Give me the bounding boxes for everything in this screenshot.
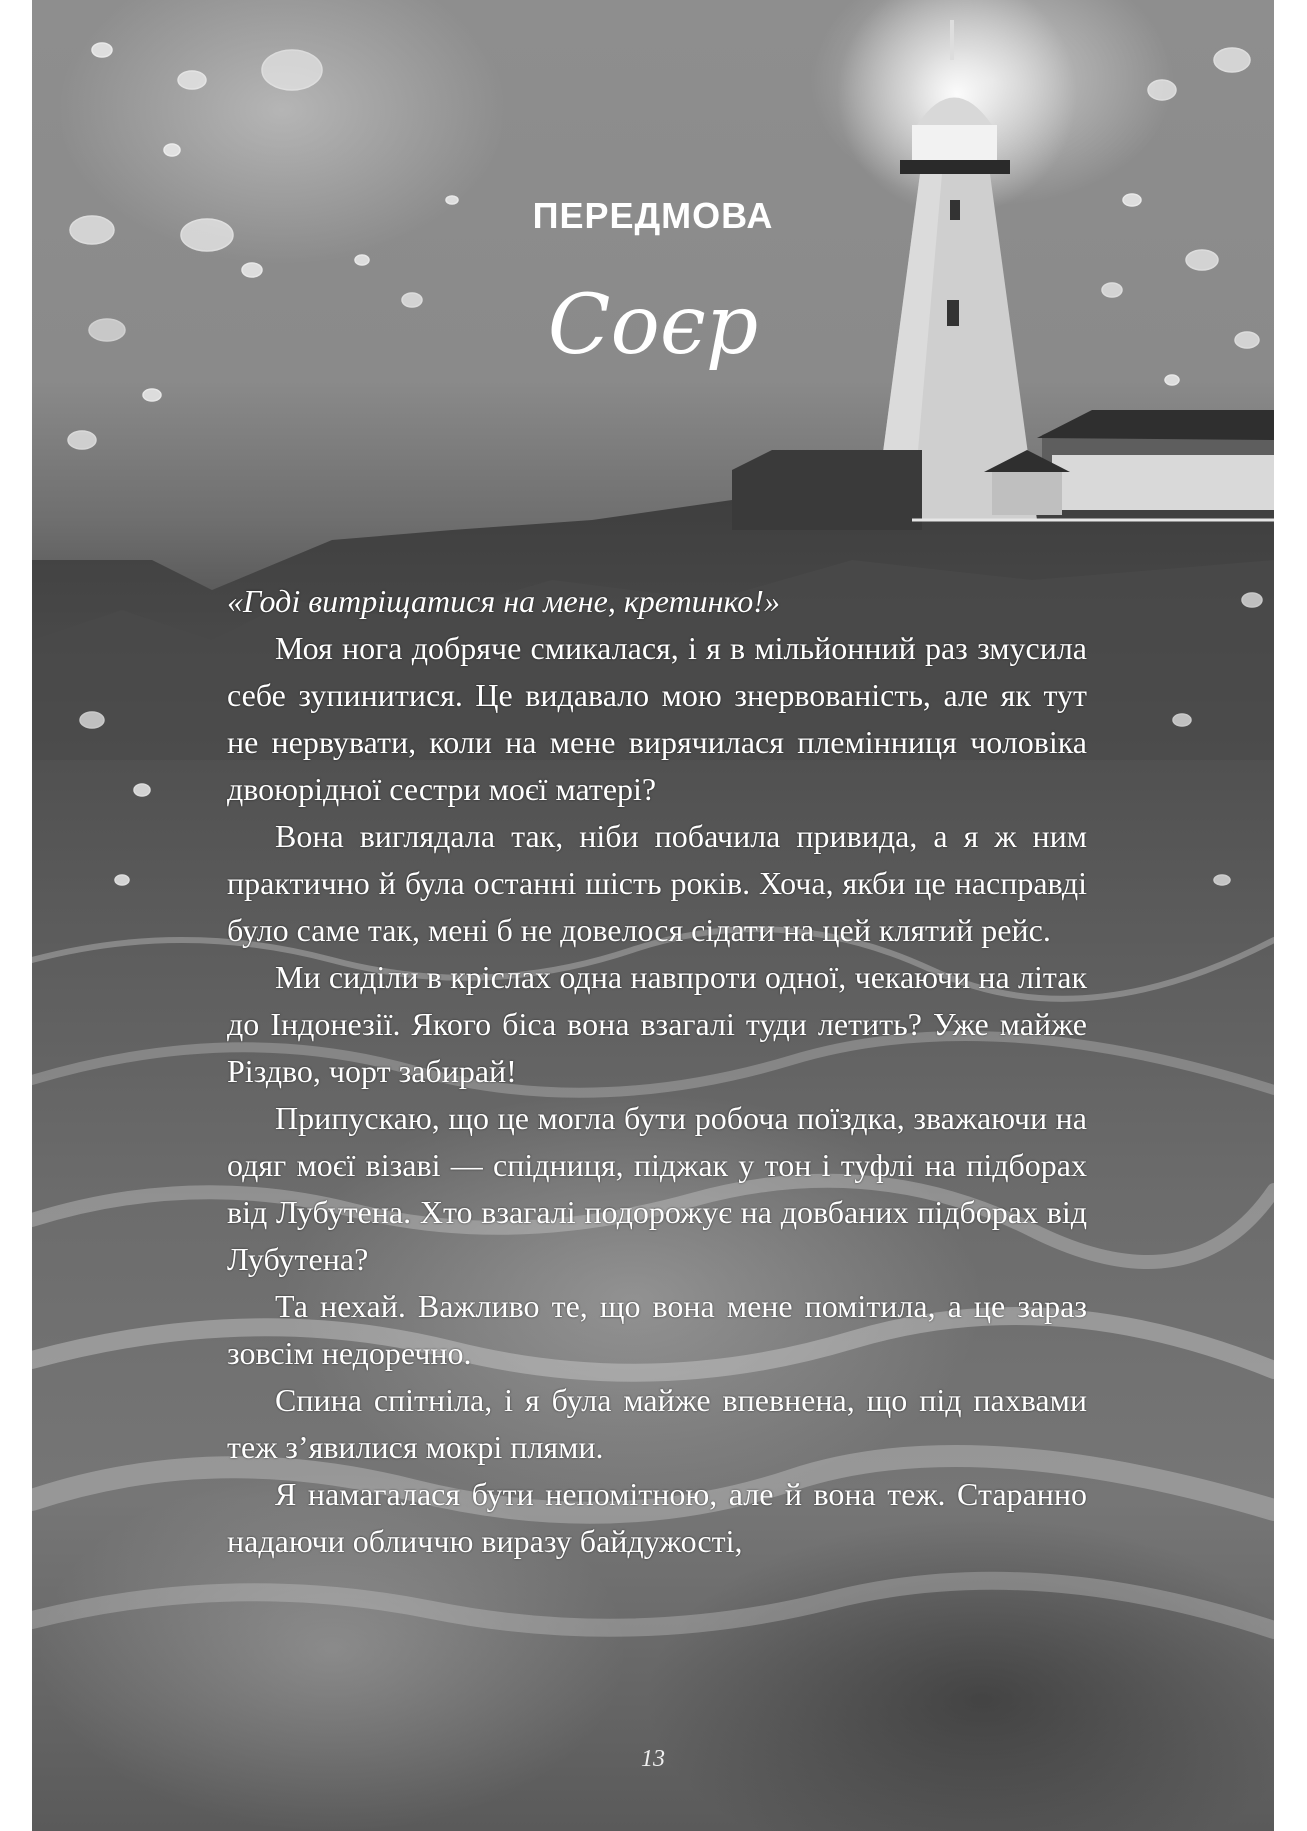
chapter-label: ПЕРЕДМОВА [532,195,774,236]
paragraph: Ми сиділи в кріслах одна навпроти одної, чекаючи на літак до Індонезії. Якого біса вона взагалі туди летить? Уже майже Різдво, чорт забирай! [227,959,1087,1089]
lighthouse-icon [837,0,1077,520]
book-page [32,0,1274,1831]
opening-quote: «Годі витріщатися на мене, кретинко!» [227,583,780,619]
paragraph: Спина спітніла, і я була майже впевнена, що під пахвами теж з’явилися мокрі плями. [227,1382,1087,1465]
paragraph: Припускаю, що це могла бути робоча поїздка, зважаючи на одяг моєї візаві — спідниця, піджак у тон і туфлі на підборах від Лубутена. Хто взагалі подорожує на довбаних підборах від Лубутена? [227,1100,1087,1277]
paragraph: Моя нога добряче смикалася, і я в мільйонний раз змусила себе зупинитися. Це видавало мою знервованість, але як тут не нервувати, коли на мене вирячилася племінниця чоловіка двоюрідної сестри моєї матері? [227,630,1087,807]
paragraph: Я намагалася бути непомітною, але й вона теж. Старанно надаючи обличчю виразу байдужості, [227,1476,1087,1559]
chapter-title: Соєр [547,278,759,373]
page-number: 13 [641,1746,665,1772]
paragraph: Та нехай. Важливо те, що вона мене помітила, а це зараз зовсім недоречно. [227,1288,1087,1371]
chapter-body [227,578,1087,1565]
paragraph: Вона виглядала так, ніби побачила привида, а я ж ним практично й була останні шість років. Хоча, якби це насправді було саме так, мені б не довелося сідати на цей клятий рейс. [227,818,1087,948]
